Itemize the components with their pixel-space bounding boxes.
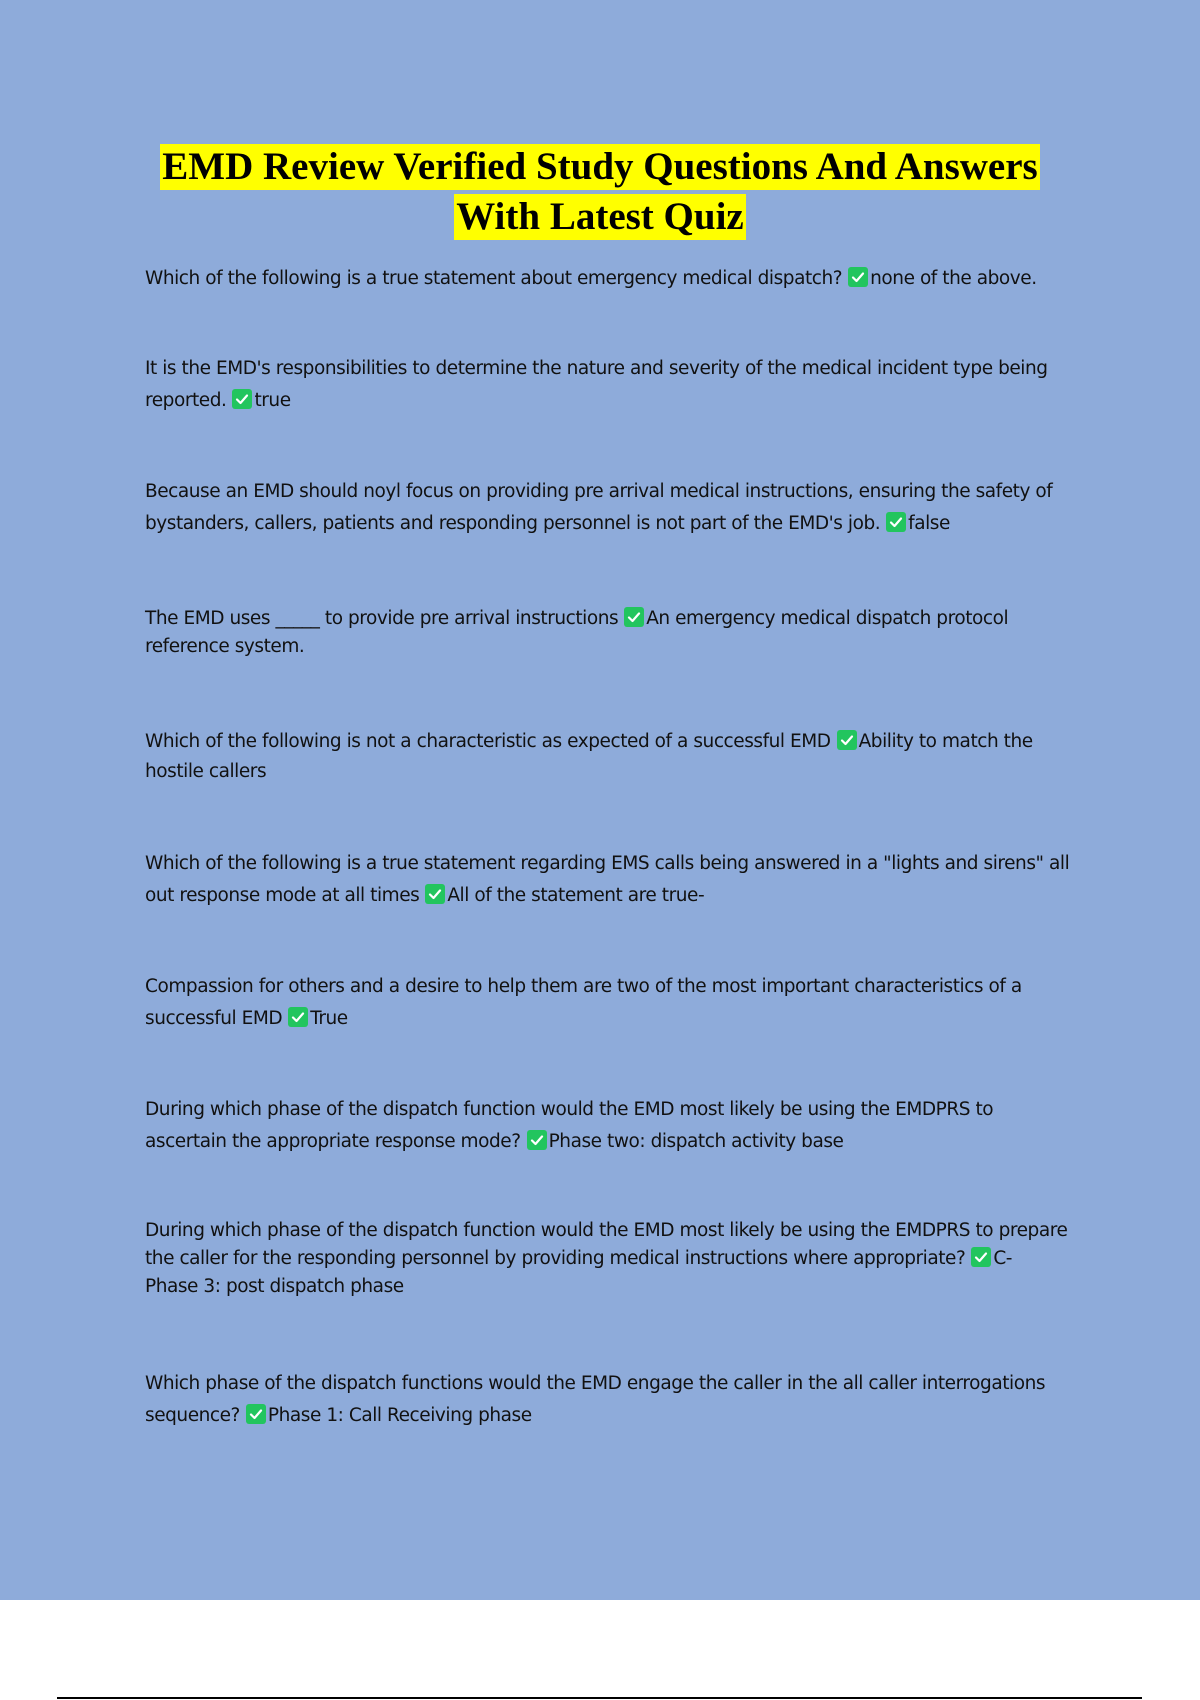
qa-item [145,727,1095,787]
question-text: Which of the following is not a characteristic as expected of a successful EMD [145,731,831,752]
question-text: Which phase of the dispatch functions would the EMD engage the caller in the all caller interrogations [145,1373,1046,1394]
qa-item [145,848,1095,912]
question-text: The EMD uses _____ to provide pre arrival instructions [145,608,619,629]
answer-text: false [908,513,950,534]
question-text: During which phase of the dispatch function would the EMD most likely be using the EMDPRS to prepare [145,1220,1068,1241]
answer-text: True [310,1008,348,1029]
qa-item [145,1368,1095,1432]
answer-text: C- [993,1248,1013,1269]
answer-text: Phase 3: post dispatch phase [145,1276,404,1297]
question-text: successful EMD [145,1008,283,1029]
question-text: Which of the following is a true statement regarding EMS calls being answered in a "lights and sirens" all [145,853,1070,874]
title-line-1: EMD Review Verified Study Questions And Answers [162,145,1038,188]
check-mark-icon [848,267,868,287]
question-text: Because an EMD should noyl focus on providing pre arrival medical instructions, ensuring the safety of [145,481,1053,502]
answer-text: Phase two: dispatch activity base [548,1131,844,1152]
answer-text: hostile callers [145,761,267,782]
question-text: the caller for the responding personnel by providing medical instructions where appropriate? [145,1248,966,1269]
answer-text: reference system. [145,636,305,657]
check-mark-icon [886,512,906,532]
question-text: out response mode at all times [145,885,420,906]
title-line-2: With Latest Quiz [456,195,744,238]
check-mark-icon [527,1130,547,1150]
check-mark-icon [971,1247,991,1267]
check-mark-icon [232,389,252,409]
qa-item [145,476,1095,540]
document-title [0,144,1200,244]
question-text: Which of the following is a true statement about emergency medical dispatch? [145,268,843,289]
footer-divider [57,1697,1142,1699]
check-mark-icon [246,1404,266,1424]
answer-text: true [254,390,291,411]
answer-text: An emergency medical dispatch protocol [646,608,1009,629]
qa-item [145,971,1095,1035]
check-mark-icon [624,607,644,627]
qa-item [145,605,1095,661]
qa-item [145,1217,1095,1301]
question-text: Compassion for others and a desire to help them are two of the most important characteristics of a [145,976,1022,997]
question-text: bystanders, callers, patients and responding personnel is not part of the EMD's job. [145,513,881,534]
question-text: reported. [145,390,227,411]
question-text: sequence? [145,1405,240,1426]
answer-text: Ability to match the [858,731,1033,752]
check-mark-icon [288,1007,308,1027]
check-mark-icon [425,884,445,904]
question-text: During which phase of the dispatch function would the EMD most likely be using the EMDPRS to [145,1099,994,1120]
qa-item [145,263,1095,295]
answer-text: Phase 1: Call Receiving phase [267,1405,532,1426]
check-mark-icon [837,730,857,750]
qa-item [145,353,1095,417]
answer-text: none of the above. [870,268,1037,289]
question-text: It is the EMD's responsibilities to determine the nature and severity of the medical incident type being [145,358,1048,379]
qa-item [145,1094,1095,1158]
question-text: ascertain the appropriate response mode? [145,1131,521,1152]
answer-text: All of the statement are true- [447,885,705,906]
